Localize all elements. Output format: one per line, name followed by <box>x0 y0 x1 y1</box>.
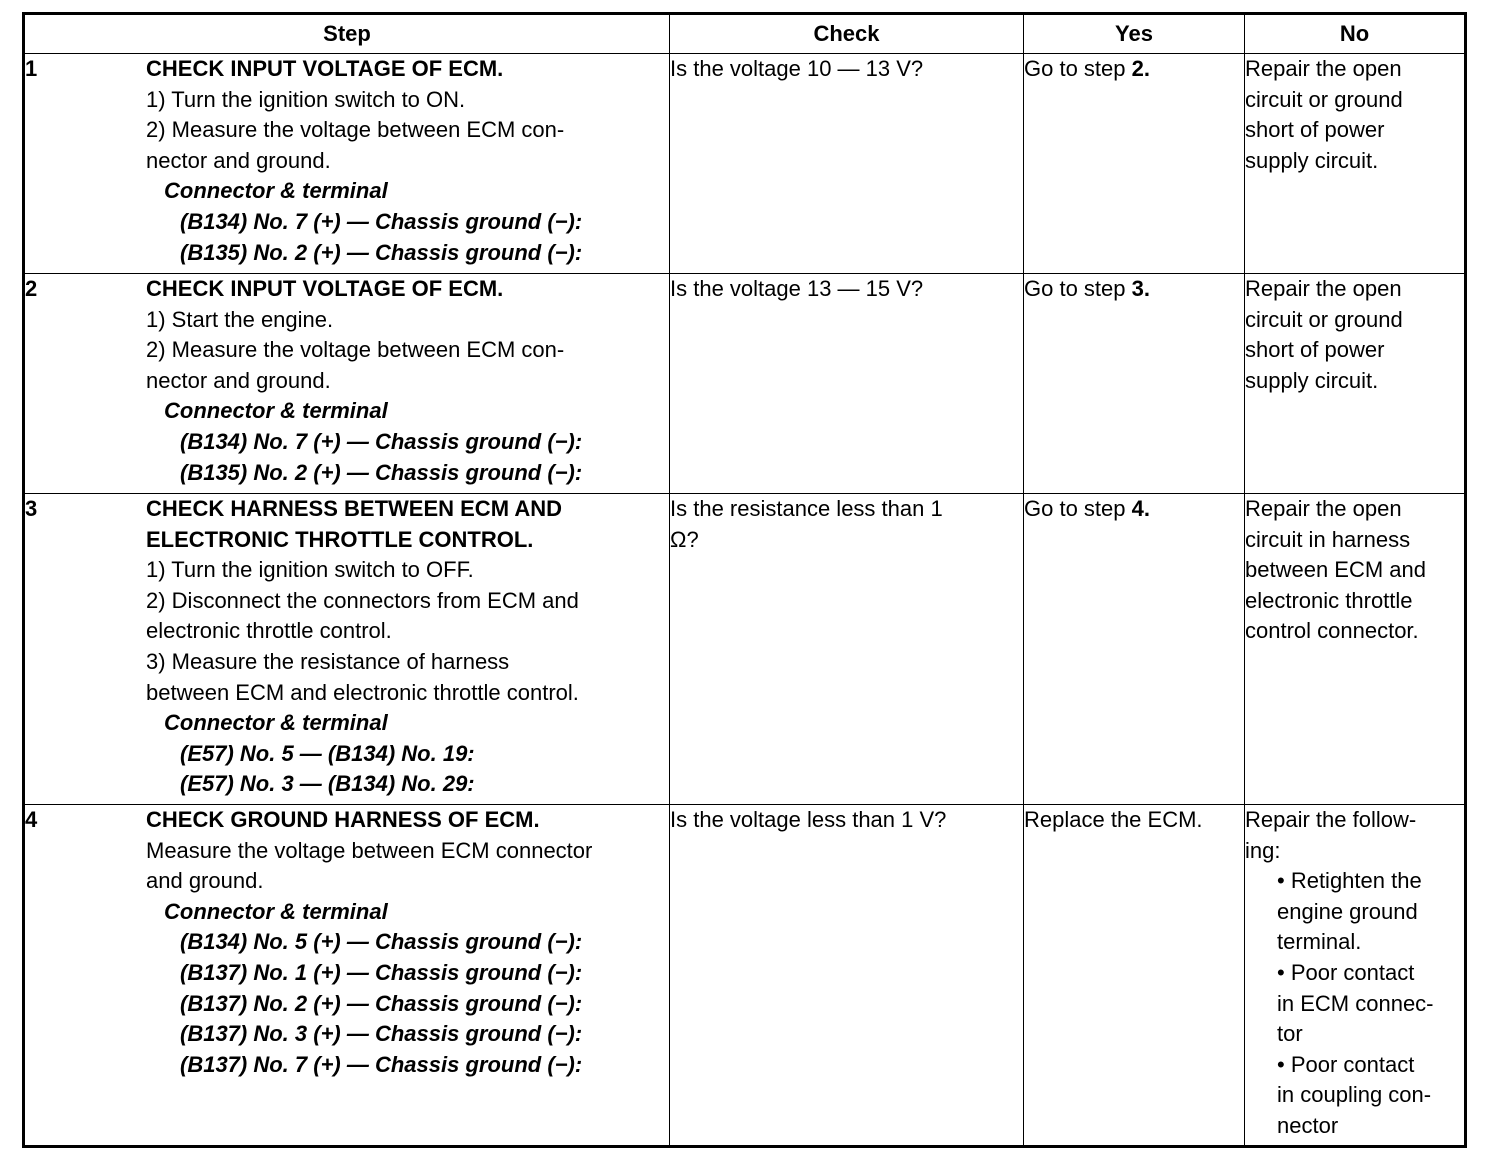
instruction-line: 1) Turn the ignition switch to ON. <box>146 86 466 112</box>
step-title: CHECK GROUND HARNESS OF ECM. <box>146 807 540 832</box>
step-cell <box>24 274 670 494</box>
yes-cell <box>1024 494 1245 805</box>
no-line: electronic throttle <box>1245 587 1413 613</box>
step-body <box>146 805 669 1080</box>
no-line: Repair the open <box>1245 496 1402 521</box>
instruction-line: nector and ground. <box>146 367 331 393</box>
yes-step-ref: 2. <box>1131 56 1150 81</box>
step-number: 2 <box>25 276 38 301</box>
no-cell <box>1245 274 1466 494</box>
step-cell <box>24 805 670 1147</box>
no-line: between ECM and <box>1245 557 1426 583</box>
terminal-spec: (B135) No. 2 (+) — Chassis ground (−): <box>180 239 583 265</box>
terminal-spec: (B134) No. 7 (+) — Chassis ground (−): <box>180 428 583 454</box>
check-question: Is the voltage less than 1 V? <box>670 807 947 832</box>
terminal-spec: (B137) No. 2 (+) — Chassis ground (−): <box>180 990 583 1016</box>
terminal-spec: (B134) No. 7 (+) — Chassis ground (−): <box>180 208 583 234</box>
instruction-line: 2) Disconnect the connectors from ECM and <box>146 587 579 613</box>
no-line: short of power <box>1245 337 1385 363</box>
step-body <box>146 494 669 800</box>
step-title: CHECK INPUT VOLTAGE OF ECM. <box>146 276 504 301</box>
header-row <box>24 14 1466 54</box>
header-yes: Yes <box>1024 14 1245 54</box>
no-line: supply circuit. <box>1245 367 1379 393</box>
check-question: Ω? <box>670 526 699 552</box>
connector-terminal-label: Connector & terminal <box>164 398 388 424</box>
no-line: circuit or ground <box>1245 306 1403 332</box>
no-line: circuit or ground <box>1245 86 1403 112</box>
step-body <box>146 274 669 488</box>
no-line: short of power <box>1245 117 1385 143</box>
instruction-line: Measure the voltage between ECM connector <box>146 837 593 863</box>
yes-text: Go to step <box>1024 276 1132 301</box>
no-cell <box>1245 54 1466 274</box>
check-cell <box>670 494 1024 805</box>
step-number: 4 <box>25 807 38 832</box>
instruction-line: and ground. <box>146 868 264 894</box>
terminal-spec: (E57) No. 5 — (B134) No. 19: <box>180 740 475 766</box>
step-title: ELECTRONIC THROTTLE CONTROL. <box>146 526 534 552</box>
instruction-line: 2) Measure the voltage between ECM con- <box>146 117 565 143</box>
no-bullet-line: • Retighten the <box>1277 868 1422 894</box>
table-row <box>24 54 1466 274</box>
no-cell <box>1245 494 1466 805</box>
check-cell <box>670 54 1024 274</box>
check-question: Is the voltage 13 — 15 V? <box>670 276 924 301</box>
check-cell <box>670 805 1024 1147</box>
step-number: 1 <box>25 56 38 81</box>
instruction-line: between ECM and electronic throttle control. <box>146 679 579 705</box>
check-question: Is the resistance less than 1 <box>670 496 943 521</box>
no-line: control connector. <box>1245 618 1419 644</box>
connector-terminal-label: Connector & terminal <box>164 898 388 924</box>
instruction-line: nector and ground. <box>146 147 331 173</box>
yes-step-ref: 3. <box>1131 276 1150 301</box>
connector-terminal-label: Connector & terminal <box>164 710 388 736</box>
no-bullet-line: engine ground <box>1277 898 1418 924</box>
yes-text: Go to step <box>1024 496 1132 521</box>
check-cell <box>670 274 1024 494</box>
header-check: Check <box>670 14 1024 54</box>
no-line: circuit in harness <box>1245 526 1411 552</box>
step-cell <box>24 54 670 274</box>
yes-cell <box>1024 54 1245 274</box>
terminal-spec: (B137) No. 7 (+) — Chassis ground (−): <box>180 1051 583 1077</box>
instruction-line: 1) Turn the ignition switch to OFF. <box>146 557 474 583</box>
no-line: Repair the follow- <box>1245 807 1417 832</box>
yes-text: Replace the ECM. <box>1024 807 1203 832</box>
table-row <box>24 274 1466 494</box>
step-title: CHECK INPUT VOLTAGE OF ECM. <box>146 56 504 81</box>
no-cell <box>1245 805 1466 1147</box>
yes-cell <box>1024 274 1245 494</box>
yes-text: Go to step <box>1024 56 1132 81</box>
instruction-line: 3) Measure the resistance of harness <box>146 648 510 674</box>
yes-step-ref: 4. <box>1131 496 1150 521</box>
table-row <box>24 494 1466 805</box>
instruction-line: 2) Measure the voltage between ECM con- <box>146 337 565 363</box>
step-title: CHECK HARNESS BETWEEN ECM AND <box>146 496 562 521</box>
check-question: Is the voltage 10 — 13 V? <box>670 56 924 81</box>
step-body <box>146 54 669 268</box>
no-bullet-line: tor <box>1277 1021 1303 1047</box>
yes-cell <box>1024 805 1245 1147</box>
table-row <box>24 805 1466 1147</box>
instruction-line: 1) Start the engine. <box>146 306 334 332</box>
no-bullet-line: • Poor contact <box>1277 959 1415 985</box>
header-no: No <box>1245 14 1466 54</box>
no-line: Repair the open <box>1245 276 1402 301</box>
terminal-spec: (E57) No. 3 — (B134) No. 29: <box>180 771 475 797</box>
no-bullet-line: terminal. <box>1277 929 1362 955</box>
no-line: supply circuit. <box>1245 147 1379 173</box>
no-bullet-line: in coupling con- <box>1277 1082 1432 1108</box>
terminal-spec: (B137) No. 3 (+) — Chassis ground (−): <box>180 1021 583 1047</box>
terminal-spec: (B137) No. 1 (+) — Chassis ground (−): <box>180 959 583 985</box>
diagnostic-table <box>22 12 1467 1148</box>
header-step: Step <box>24 14 670 54</box>
no-bullet-line: • Poor contact <box>1277 1051 1415 1077</box>
no-bullet-line: in ECM connec- <box>1277 990 1434 1016</box>
instruction-line: electronic throttle control. <box>146 618 392 644</box>
terminal-spec: (B134) No. 5 (+) — Chassis ground (−): <box>180 929 583 955</box>
step-cell <box>24 494 670 805</box>
no-bullet-line: nector <box>1277 1112 1339 1138</box>
no-line: ing: <box>1245 837 1281 863</box>
connector-terminal-label: Connector & terminal <box>164 178 388 204</box>
terminal-spec: (B135) No. 2 (+) — Chassis ground (−): <box>180 459 583 485</box>
no-line: Repair the open <box>1245 56 1402 81</box>
step-number: 3 <box>25 496 38 521</box>
